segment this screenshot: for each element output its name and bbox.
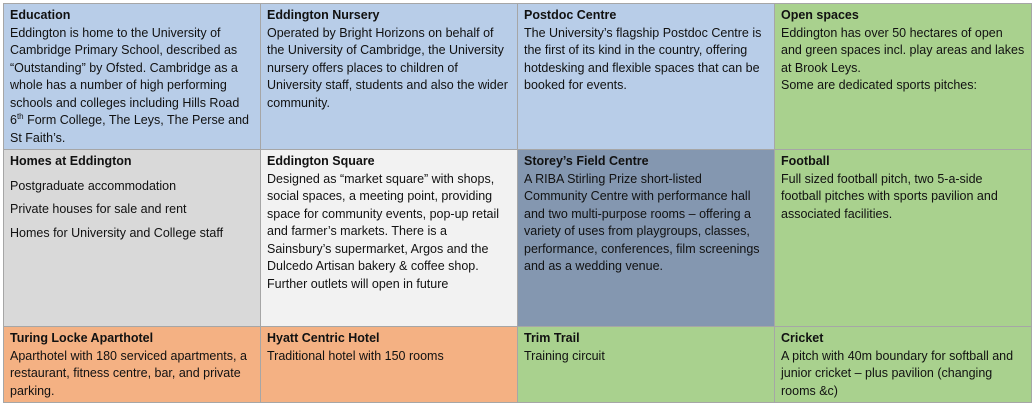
postdoc-cell: [518, 4, 775, 150]
open-spaces-text-1: Eddington has over 50 hectares of open and green spaces incl. play areas and lakes at Brook Leys.: [781, 25, 1025, 75]
square-title: Eddington Square: [267, 154, 375, 168]
homes-title: Homes at Eddington: [10, 154, 132, 168]
education-superscript: th: [16, 111, 24, 121]
grid-row-1: [4, 4, 1032, 150]
postdoc-title: Postdoc Centre: [524, 8, 617, 22]
hyatt-text: Traditional hotel with 150 rooms: [267, 348, 444, 363]
open-spaces-title: Open spaces: [781, 8, 859, 22]
hyatt-cell: [261, 327, 518, 403]
grid-row-3: [4, 327, 1032, 403]
homes-item-staff: Homes for University and College staff: [10, 225, 224, 240]
education-cell: [4, 4, 261, 150]
education-text-part-1: Eddington is home to the University of Cambridge Primary School, described as “Outstanding” by Ofsted. Cambridge as a whole has a number of high performing schools and colleges including Hills Road 6: [10, 25, 240, 127]
open-spaces-text-2: Some are dedicated sports pitches:: [781, 78, 977, 92]
square-text: Designed as “market square” with shops, social spaces, a meeting point, providing space for community events, pop-up retail and farmer’s markets. There is a Sainsbury’s supermarket, Argos and the Dulcedo Artisan bakery & coffee shop. Further outlets will open in future: [267, 171, 500, 291]
turing-text: Aparthotel with 180 serviced apartments, a restaurant, fitness centre, bar, and private parking.: [10, 348, 247, 398]
football-title: Football: [781, 154, 830, 168]
info-grid: [3, 3, 1032, 403]
turing-title: Turing Locke Aparthotel: [10, 331, 154, 345]
education-text-part-2: Form College, The Leys, The Perse and St Faith’s.: [10, 113, 249, 145]
nursery-title: Eddington Nursery: [267, 8, 380, 22]
football-text: Full sized football pitch, two 5-a-side football pitches with sports pavilion and associated facilities.: [781, 171, 998, 221]
storeys-cell: [518, 150, 775, 327]
storeys-title: Storey’s Field Centre: [524, 154, 649, 168]
trim-trail-title: Trim Trail: [524, 331, 580, 345]
trim-trail-cell: [518, 327, 775, 403]
hyatt-title: Hyatt Centric Hotel: [267, 331, 380, 345]
nursery-cell: [261, 4, 518, 150]
football-cell: [775, 150, 1032, 327]
education-text: [10, 25, 254, 148]
postdoc-text: The University’s flagship Postdoc Centre is the first of its kind in the country, offering hotdesking and flexible spaces that can be booked for events.: [524, 25, 762, 92]
grid-row-2: [4, 150, 1032, 327]
turing-cell: [4, 327, 261, 403]
cricket-title: Cricket: [781, 331, 824, 345]
nursery-text: Operated by Bright Horizons on behalf of the University of Cambridge, the University nursery offers places to children of University staff, students and also the wider community.: [267, 25, 508, 110]
cricket-cell: [775, 327, 1032, 403]
homes-item-private: Private houses for sale and rent: [10, 202, 187, 216]
homes-list: [10, 178, 254, 243]
open-spaces-cell: [775, 4, 1032, 150]
homes-item-postgraduate: Postgraduate accommodation: [10, 178, 177, 193]
square-cell: [261, 150, 518, 327]
storeys-text: A RIBA Stirling Prize short-listed Community Centre with performance hall and two multi-purpose rooms – offering a variety of uses from playgroups, classes, performance, conferences, film screenings and as a wedding venue.: [524, 171, 760, 273]
cricket-text: A pitch with 40m boundary for softball and junior cricket – plus pavilion (changing rooms &c): [781, 348, 1014, 398]
education-title: Education: [10, 8, 71, 22]
homes-cell: [4, 150, 261, 327]
trim-trail-text: Training circuit: [524, 348, 605, 363]
